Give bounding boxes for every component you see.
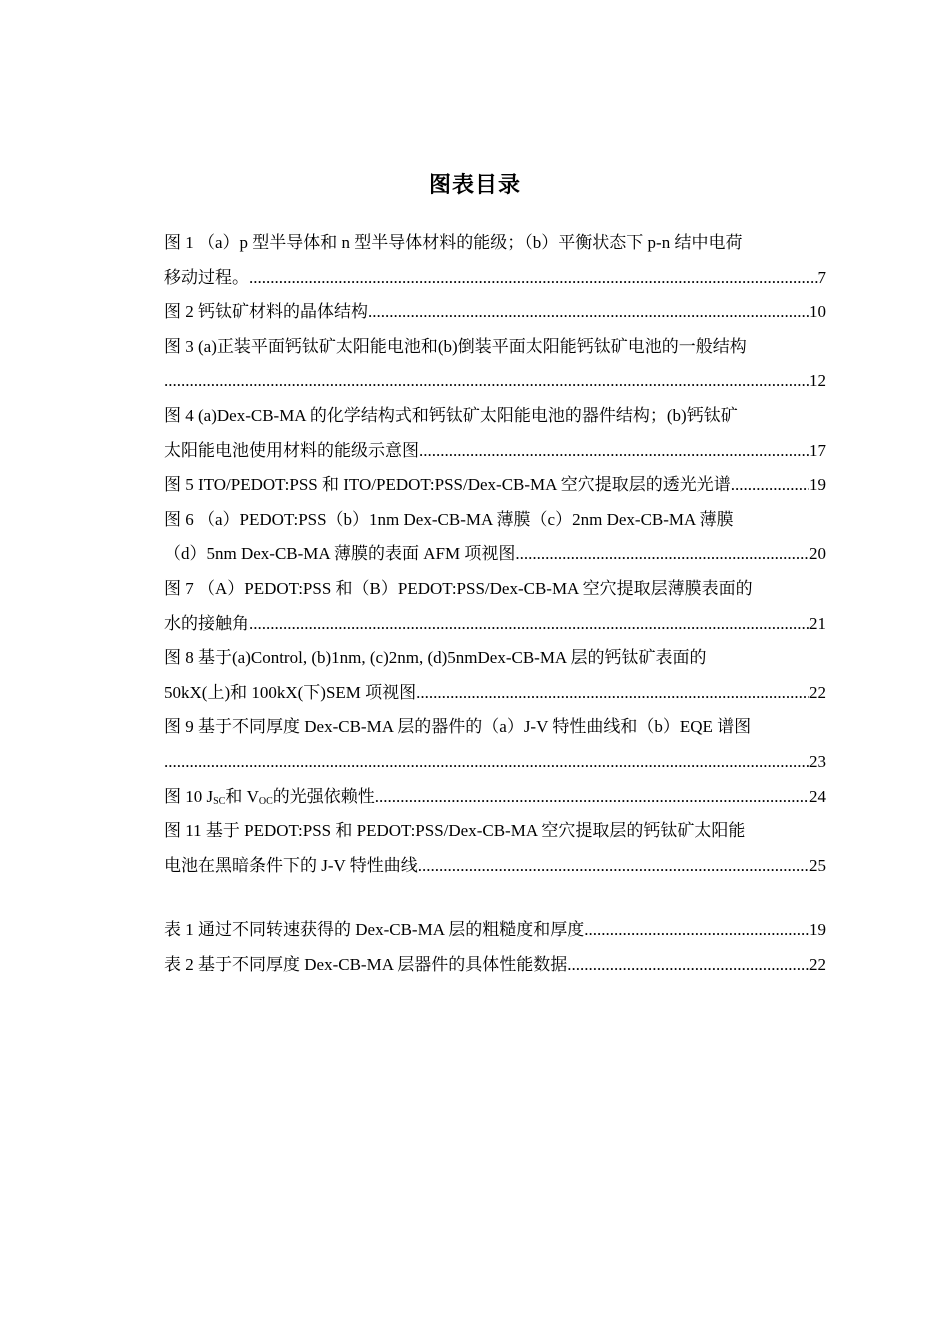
toc-entry-text: 50kX(上)和 100kX(下)SEM 项视图 — [164, 682, 417, 702]
toc-page-number: 10 — [809, 302, 826, 322]
toc-entry-figure-8[interactable] — [164, 641, 826, 710]
dot-leader — [164, 364, 809, 399]
toc-entry-figure-4[interactable] — [164, 399, 826, 468]
toc-page-number: 25 — [809, 855, 826, 875]
dot-leader — [515, 537, 809, 572]
toc-entry-figure-1[interactable] — [164, 226, 826, 295]
toc-entry-text: 表 1 通过不同转速获得的 Dex-CB-MA 层的粗糙度和厚度 — [164, 920, 585, 940]
toc-page-number: 24 — [809, 786, 826, 806]
dot-leader — [249, 261, 818, 296]
toc-entry-figure-3[interactable] — [164, 330, 826, 399]
toc-entry-text: 太阳能电池使用材料的能级示意图 — [164, 440, 419, 460]
toc-page-number: 17 — [809, 440, 826, 460]
toc-entry-text-line1: 图 6 （a）PEDOT:PSS（b）1nm Dex-CB-MA 薄膜（c）2nm Dex-CB-MA 薄膜 — [164, 509, 734, 529]
dot-leader — [164, 745, 809, 780]
toc-page-number: 22 — [809, 682, 826, 702]
toc-page-number: 21 — [809, 613, 826, 633]
toc-entry-figure-10[interactable] — [164, 780, 826, 815]
dot-leader — [249, 607, 809, 642]
toc-entry-text-line1: 图 4 (a)Dex-CB-MA 的化学结构式和钙钛矿太阳能电池的器件结构；(b)钙钛矿 — [164, 405, 738, 425]
toc-entry-figure-2[interactable] — [164, 295, 826, 330]
toc-page-number: 7 — [817, 267, 826, 287]
toc-page-number: 19 — [809, 475, 826, 495]
toc-entry-table-1[interactable] — [164, 913, 826, 948]
toc-entry-text: （d）5nm Dex-CB-MA 薄膜的表面 AFM 项视图 — [164, 544, 516, 564]
toc-entry-figure-5[interactable] — [164, 468, 826, 503]
toc-entry-text: 移动过程。 — [164, 267, 249, 287]
toc-entry-text: 电池在黑暗条件下的 J-V 特性曲线 — [164, 855, 418, 875]
toc-page-number: 20 — [809, 544, 826, 564]
subscript-sc: SC — [213, 795, 226, 807]
toc-entry-figure-9[interactable] — [164, 710, 826, 779]
toc-page-number: 22 — [809, 954, 826, 974]
toc-entry-text: 表 2 基于不同厚度 Dex-CB-MA 层器件的具体性能数据 — [164, 954, 568, 974]
dot-leader — [416, 676, 809, 711]
toc-entry-text-line1: 图 7 （A）PEDOT:PSS 和（B）PEDOT:PSS/Dex-CB-MA 空穴提取层薄膜表面的 — [164, 578, 753, 598]
section-gap — [164, 883, 826, 913]
dot-leader — [375, 780, 809, 815]
toc-entry-figure-6[interactable] — [164, 503, 826, 572]
dot-leader — [567, 948, 809, 983]
toc-entry-text-line1: 图 11 基于 PEDOT:PSS 和 PEDOT:PSS/Dex-CB-MA 空穴提取层的钙钛矿太阳能 — [164, 821, 746, 841]
dot-leader — [368, 295, 809, 330]
toc-entry-text-line1: 图 8 基于(a)Control, (b)1nm, (c)2nm, (d)5nmDex-CB-MA 层的钙钛矿表面的 — [164, 648, 707, 668]
toc-entry-text — [164, 780, 375, 815]
dot-leader — [584, 913, 809, 948]
toc-page-number: 12 — [809, 371, 826, 391]
toc-entry-text-line1: 图 3 (a)正装平面钙钛矿太阳能电池和(b)倒装平面太阳能钙钛矿电池的一般结构 — [164, 336, 747, 356]
toc-entry-text: 图 2 钙钛矿材料的晶体结构 — [164, 302, 368, 322]
dot-leader — [418, 849, 809, 884]
toc-entry-table-2[interactable] — [164, 948, 826, 983]
toc-entry-figure-7[interactable] — [164, 572, 826, 641]
figure-table-list — [164, 226, 826, 982]
toc-page-number: 19 — [809, 920, 826, 940]
toc-entry-text-line1: 图 1 （a）p 型半导体和 n 型半导体材料的能级；（b）平衡状态下 p-n 结中电荷 — [164, 233, 743, 252]
toc-entry-figure-11[interactable] — [164, 814, 826, 883]
toc-entry-text-line1: 图 9 基于不同厚度 Dex-CB-MA 层的器件的（a）J-V 特性曲线和（b）EQE 谱图 — [164, 717, 752, 737]
subscript-oc: OC — [258, 795, 273, 807]
toc-page-number: 23 — [809, 751, 826, 771]
dot-leader — [731, 468, 809, 503]
toc-text-part: 图 10 J — [164, 786, 214, 806]
toc-entry-text: 图 5 ITO/PEDOT:PSS 和 ITO/PEDOT:PSS/Dex-CB-MA 空穴提取层的透光光谱 — [164, 475, 731, 495]
page-title: 图表目录 — [428, 172, 521, 197]
toc-entry-text: 水的接触角 — [164, 613, 249, 633]
dot-leader — [419, 434, 809, 469]
toc-text-part: 的光强依赖性 — [272, 786, 375, 806]
toc-text-part: 和 V — [225, 786, 259, 806]
